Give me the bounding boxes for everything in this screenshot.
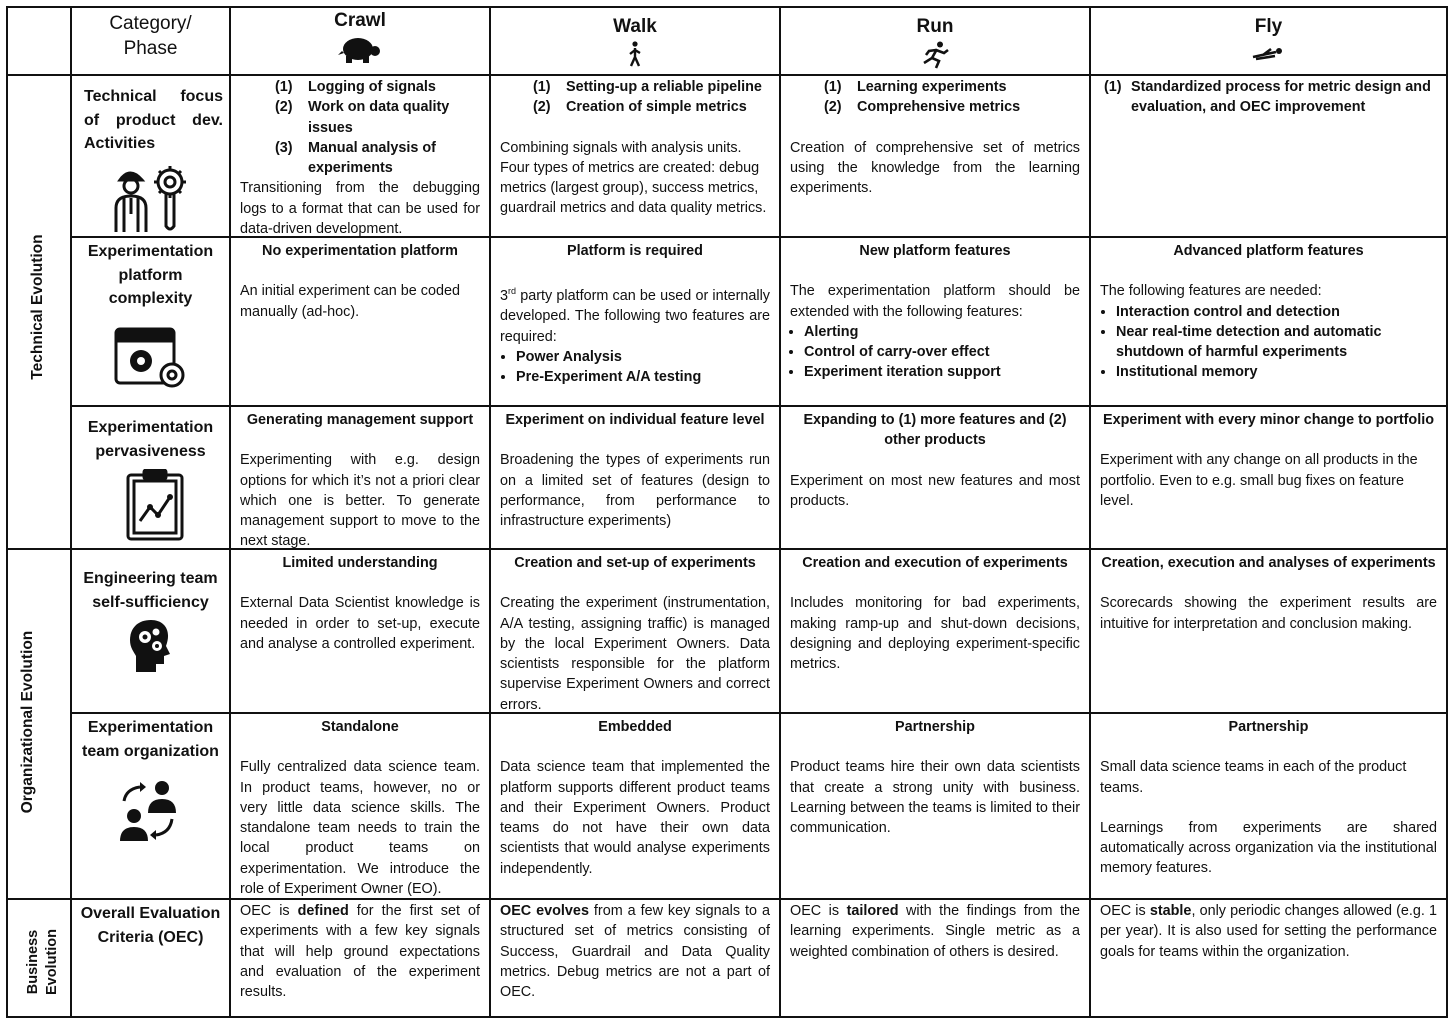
cell-text: Broadening the types of experiments run on a limited set of features (design to performance, from performance to infrastructure experiments) <box>500 452 770 530</box>
category-team-org <box>72 714 229 898</box>
list-item: (3) Manual analysis of experiments <box>275 138 480 179</box>
bullet-list <box>1100 302 1437 383</box>
category-label: Technical focus of product dev. Activities <box>84 88 223 153</box>
cell-heading: Limited understanding <box>282 555 438 571</box>
cell-team-org-crawl <box>231 714 489 898</box>
cell-heading: Standalone <box>321 719 399 735</box>
numbered-list <box>240 77 480 178</box>
group-label-business-text: Business Evolution <box>25 928 60 996</box>
list-item: • Experiment iteration support <box>804 362 1080 382</box>
list-item-text: Learning experiments <box>857 79 1007 95</box>
cell-team-org-run <box>781 714 1089 898</box>
list-item: • Alerting <box>804 322 1080 342</box>
list-item: • Pre-Experiment A/A testing <box>516 367 770 387</box>
cell-text <box>500 901 770 1002</box>
list-item-text: Comprehensive metrics <box>857 99 1021 116</box>
team-exchange-icon <box>116 779 180 841</box>
text-emphasis: stable <box>1149 903 1192 919</box>
cell-heading: Embedded <box>598 719 672 735</box>
running-person-icon <box>920 41 950 69</box>
list-item: (1) Learning experiments <box>824 77 1080 97</box>
phase-header-fly <box>1091 8 1446 74</box>
cell-oec-crawl <box>231 900 489 1016</box>
category-platform <box>72 238 229 405</box>
cell-text: External Data Scientist knowledge is needed in order to set-up, execute and analyse a controlled experiment. <box>240 595 480 652</box>
cell-text <box>790 901 1080 962</box>
cell-pervasiveness-run <box>781 407 1089 548</box>
superscript: rd <box>508 286 517 297</box>
cell-text: The experimentation platform should be extended with the following features: <box>790 283 1080 320</box>
cell-platform-fly <box>1091 238 1446 405</box>
phase-header-crawl <box>231 8 489 74</box>
cell-heading: Generating management support <box>246 412 474 428</box>
list-item: • Near real-time detection and automatic shutdown of harmful experiments <box>1116 322 1437 363</box>
cell-text: Small data science teams in each of the product teams. <box>1100 759 1407 796</box>
text-emphasis: tailored <box>846 903 899 919</box>
text-part: with the findings from the learning experiments. Single metric as a weighted combination of others is desired. <box>790 903 1080 960</box>
cell-text-part: party platform can be used or internally developed. The following two features are required: <box>500 288 770 345</box>
list-item: (2) Creation of simple metrics <box>533 97 770 117</box>
clipboard-chart-icon <box>126 469 184 541</box>
list-item: (1) Standardized process for metric design and evaluation, and OEC improvement <box>1104 77 1437 118</box>
cell-text: Scorecards showing the experiment results are intuitive for interpretation and conclusion making. <box>1100 595 1437 632</box>
cell-heading: Partnership <box>895 719 975 735</box>
cell-text: Transitioning from the debugging logs to a format that can be used for data-driven development. <box>240 180 480 236</box>
cell-heading: Partnership <box>1228 719 1309 735</box>
cell-pervasiveness-walk <box>491 407 779 548</box>
list-item: • Control of carry-over effect <box>804 342 1080 362</box>
header-category-phase <box>72 8 229 74</box>
text-part: , only periodic changes allowed (e.g. 1 per year). It is also used for setting the performance goals for teams within the organization. <box>1100 903 1437 960</box>
category-label: Experimentation platform complexity <box>87 243 214 308</box>
list-item: (1) Logging of signals <box>275 77 480 97</box>
list-item-text: Manual analysis of experiments <box>308 139 436 177</box>
phase-title: Walk <box>613 16 657 37</box>
text-part: for the first set of experiments with a few key signals that will help ground expectations and evaluation of the experiment results. <box>240 903 481 1001</box>
engineer-gear-icon <box>110 162 190 234</box>
category-label: Experimentation team organization <box>82 719 219 760</box>
cell-text: Creation of comprehensive set of metrics using the knowledge from the learning experiments. <box>790 139 1080 197</box>
cell-pervasiveness-crawl <box>231 407 489 548</box>
phase-header-run <box>781 8 1089 74</box>
cell-text <box>500 281 770 347</box>
cell-tech-focus-run <box>781 76 1089 236</box>
list-item: • Power Analysis <box>516 347 770 367</box>
flying-person-icon <box>1251 41 1287 63</box>
list-item: • Institutional memory <box>1116 362 1437 382</box>
text-part: OEC is <box>240 903 298 919</box>
cell-text: Fully centralized data science team. In product teams, however, no or very little data science skills. The standalone team needs to train the local product teams on experimentation. We introduce the role of Experiment Owner (EO). <box>240 759 480 898</box>
cell-text: Experiment on most new features and most products. <box>790 472 1080 509</box>
cell-oec-walk <box>491 900 779 1016</box>
cell-platform-walk <box>491 238 779 405</box>
category-pervasiveness <box>72 407 229 548</box>
list-item: (2) Work on data quality issues <box>275 97 480 138</box>
cell-platform-run <box>781 238 1089 405</box>
cell-team-org-fly <box>1091 714 1446 898</box>
bullet-list <box>790 322 1080 383</box>
cell-text-part: 3 <box>500 288 509 305</box>
category-oec <box>72 900 229 1016</box>
list-item-text: Logging of signals <box>308 79 436 95</box>
cell-heading: New platform features <box>859 243 1011 259</box>
list-item: (2) Comprehensive metrics <box>824 97 1080 117</box>
cell-text: Product teams hire their own data scientists that create a strong unity with business. Learning between the teams is limited to their communication. <box>790 759 1080 837</box>
list-item-text: Creation of simple metrics <box>566 99 747 116</box>
list-item-text: Setting-up a reliable pipeline <box>566 79 762 95</box>
list-item: (1) Setting-up a reliable pipeline <box>533 77 770 97</box>
turtle-icon <box>338 35 382 63</box>
cell-platform-crawl <box>231 238 489 405</box>
cell-text: Creating the experiment (instrumentation, A/A testing, assigning traffic) is managed by the local Experiment Owners. Data scientists responsible for the platform supervise Experiment Owners and correct errors. <box>500 595 770 712</box>
platform-settings-icon <box>114 327 190 391</box>
cell-tech-focus-crawl <box>231 76 489 236</box>
cell-pervasiveness-fly <box>1091 407 1446 548</box>
cell-heading: Creation, execution and analyses of experiments <box>1101 555 1436 571</box>
cell-heading: Creation and execution of experiments <box>802 555 1068 571</box>
group-label-organizational: Organizational Evolution <box>19 630 36 814</box>
list-item: • Interaction control and detection <box>1116 302 1437 322</box>
list-item-text: Work on data quality issues <box>308 99 450 136</box>
cell-text: An initial experiment can be coded manually (ad-hoc). <box>240 283 460 320</box>
text-emphasis: OEC evolves <box>500 903 589 919</box>
cell-text: Experiment with any change on all products in the portfolio. Even to e.g. small bug fixes on feature level. <box>1100 452 1418 509</box>
cell-heading: Experiment with every minor change to portfolio <box>1102 412 1435 428</box>
head-gears-icon <box>128 618 174 674</box>
cell-text: Learnings from experiments are shared automatically across organization via the institutional memory features. <box>1100 819 1437 877</box>
phase-title: Run <box>916 16 954 37</box>
numbered-list <box>790 77 1080 118</box>
cell-text <box>240 901 480 1002</box>
cell-heading: Experiment on individual feature level <box>505 412 765 428</box>
cell-heading: Platform is required <box>567 243 703 259</box>
cell-self-sufficiency-crawl <box>231 550 489 712</box>
category-phase-label: Category/ Phase <box>109 13 192 59</box>
cell-text: Combining signals with analysis units. Four types of metrics are created: debug metrics (largest group), success metrics, guardrail metrics and data quality metrics. <box>500 139 767 217</box>
list-item-text: Standardized process for metric design and evaluation, and OEC improvement <box>1131 79 1431 116</box>
cell-heading: Expanding to (1) more features and (2) other products <box>803 412 1067 449</box>
cell-heading: No experimentation platform <box>262 243 458 259</box>
cell-oec-fly <box>1091 900 1446 1016</box>
cell-team-org-walk <box>491 714 779 898</box>
cell-text: The following features are needed: <box>1100 283 1322 300</box>
phase-title: Fly <box>1254 16 1283 37</box>
group-label-technical: Technical Evolution <box>29 234 46 380</box>
category-label: Engineering team self-sufficiency <box>83 570 218 611</box>
cell-text: Includes monitoring for bad experiments, making ramp-up and shut-down decisions, designing and deploying experiment-specific metrics. <box>790 595 1080 673</box>
numbered-list <box>1100 77 1437 118</box>
text-part: OEC is <box>790 903 847 919</box>
cell-heading: Creation and set-up of experiments <box>514 555 756 571</box>
group-label-business <box>24 907 62 1017</box>
text-part: OEC is <box>1100 903 1150 919</box>
cell-self-sufficiency-run <box>781 550 1089 712</box>
bullet-list <box>500 347 770 388</box>
cell-text: Data science team that implemented the platform supports different product teams and their Experiment Owners. Product teams do not have their own data scientists that would analyse experiments independently. <box>500 759 770 877</box>
numbered-list <box>500 77 770 118</box>
cell-tech-focus-walk <box>491 76 779 236</box>
cell-self-sufficiency-fly <box>1091 550 1446 712</box>
phase-title: Crawl <box>334 10 386 31</box>
cell-tech-focus-fly <box>1091 76 1446 236</box>
text-emphasis: defined <box>297 903 349 919</box>
phase-header-walk <box>491 8 779 74</box>
text-part: from a few key signals to a structured set of metrics consisting of Success, Guardrail and Data Quality metrics. Debug metrics are not a part of OEC. <box>500 903 770 1001</box>
walking-person-icon <box>628 41 642 67</box>
cell-oec-run <box>781 900 1089 1016</box>
category-label: Overall Evaluation Criteria (OEC) <box>80 905 221 946</box>
cell-heading: Advanced platform features <box>1173 243 1364 259</box>
cell-self-sufficiency-walk <box>491 550 779 712</box>
cell-text: Experimenting with e.g. design options for which it’s not a priori clear which one is better. To generate management support to move to the next stage. <box>240 452 480 548</box>
category-self-sufficiency <box>72 550 229 712</box>
cell-text <box>1100 901 1437 962</box>
category-label: Experimentation pervasiveness <box>87 419 214 460</box>
maturity-model-table <box>6 6 1448 1018</box>
category-tech-focus <box>72 76 229 236</box>
